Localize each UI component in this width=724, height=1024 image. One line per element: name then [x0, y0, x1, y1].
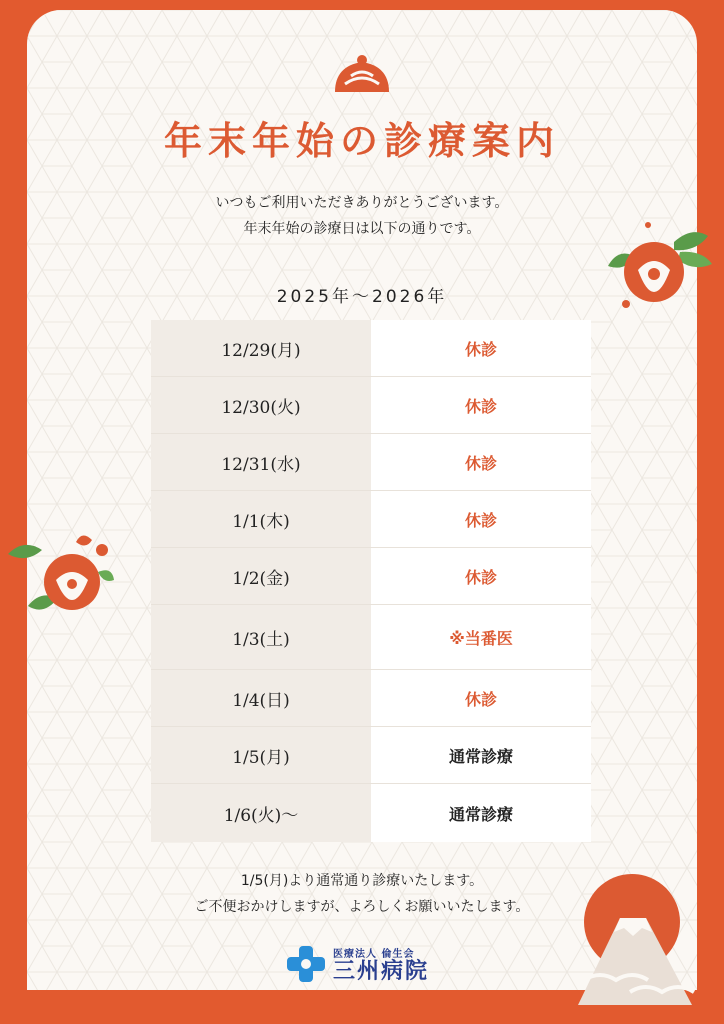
schedule-date: 1/3(土) [151, 605, 371, 669]
schedule-date: 1/6(火)～ [151, 784, 371, 842]
schedule-table [151, 320, 591, 842]
year-range: 2025年～2026年 [276, 287, 448, 307]
schedule-status: 休診 [371, 320, 591, 376]
schedule-status: ※当番医 [371, 605, 591, 669]
intro-text [27, 190, 697, 242]
schedule-date: 1/4(日) [151, 670, 371, 726]
schedule-status: 休診 [371, 548, 591, 604]
schedule-row [151, 784, 591, 842]
schedule-date: 12/30(火) [151, 377, 371, 433]
schedule-row [151, 727, 591, 784]
schedule-row [151, 670, 591, 727]
logo-name: 三州病院 [333, 958, 430, 984]
schedule-row [151, 548, 591, 605]
camellia-flower-icon [604, 222, 714, 314]
intro-line-1: いつもご利用いただきありがとうございます。 [215, 195, 509, 211]
notice-paper [27, 10, 697, 990]
schedule-row [151, 605, 591, 670]
mount-fuji-sun-icon [570, 870, 700, 1005]
schedule-status: 通常診療 [371, 784, 591, 842]
schedule-row [151, 377, 591, 434]
schedule-status: 休診 [371, 491, 591, 547]
schedule-status: 通常診療 [371, 727, 591, 783]
schedule-date: 1/2(金) [151, 548, 371, 604]
footer-line-1: 1/5(月)より通常通り診療いたします。 [240, 873, 484, 889]
pine-emblem-icon [331, 52, 393, 96]
schedule-date: 1/1(木) [151, 491, 371, 547]
schedule-date: 12/31(水) [151, 434, 371, 490]
schedule-status: 休診 [371, 434, 591, 490]
hospital-logo [285, 942, 429, 986]
intro-line-2: 年末年始の診療日は以下の通りです。 [243, 221, 481, 237]
footer-line-2: ご不便おかけしますが、よろしくお願いいたします。 [194, 899, 530, 915]
schedule-date: 1/5(月) [151, 727, 371, 783]
camellia-flower-left-icon [6, 528, 116, 616]
schedule-row [151, 491, 591, 548]
schedule-date: 12/29(月) [151, 320, 371, 376]
schedule-status: 休診 [371, 377, 591, 433]
medical-cross-logo-icon [285, 944, 327, 984]
logo-corporation: 医療法人 倫生会 [333, 948, 415, 960]
schedule-status: 休診 [371, 670, 591, 726]
schedule-row [151, 434, 591, 491]
schedule-row [151, 320, 591, 377]
page-title: 年末年始の診療案内 [163, 118, 560, 163]
